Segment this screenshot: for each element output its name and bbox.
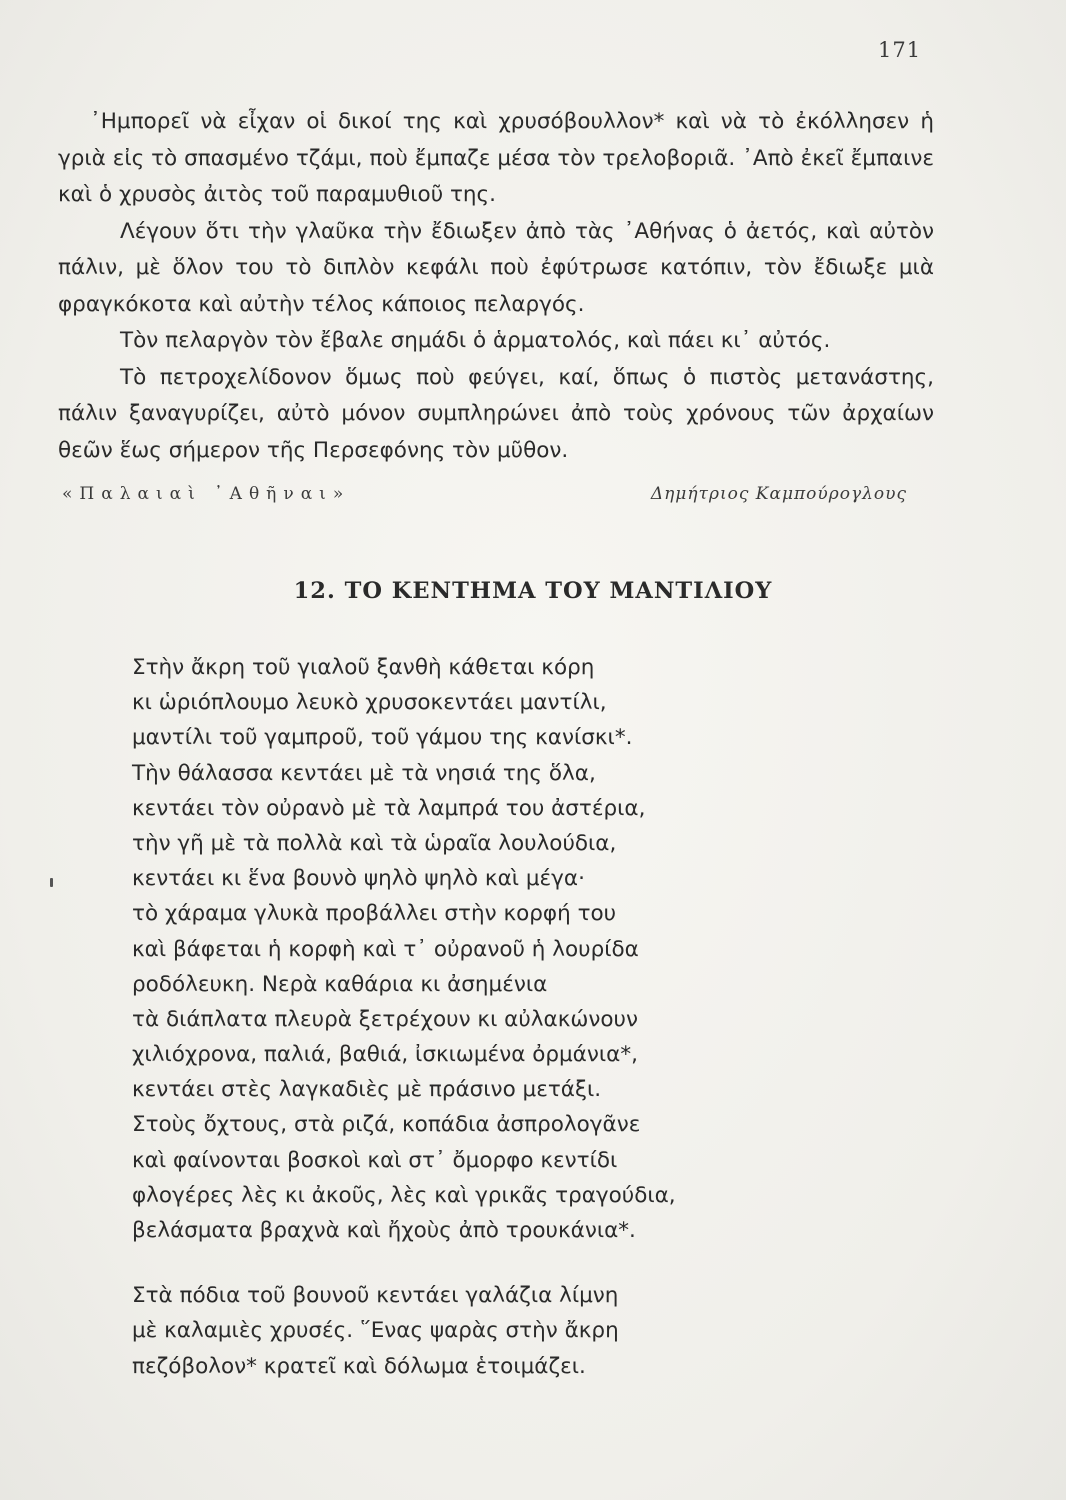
poem-line: κεντάει στὲς λαγκαδιὲς μὲ πράσινο μετάξι. — [132, 1077, 602, 1103]
poem-stanza — [132, 1278, 932, 1384]
poem-line: Στὰ πόδια τοῦ βουνοῦ κεντάει γαλάζια λίμνη — [132, 1283, 619, 1309]
poem — [132, 650, 932, 1384]
poem-line: κεντάει κι ἕνα βουνὸ ψηλὸ ψηλὸ καὶ μέγα· — [132, 866, 585, 892]
poem-line: φλογέρες λὲς κι ἀκοῦς, λὲς καὶ γρικᾶς τραγούδια, — [132, 1182, 676, 1208]
stanza-gap — [132, 1248, 932, 1278]
stray-ink-mark — [50, 878, 53, 887]
poem-line: μὲ καλαμιὲς χρυσές. ῞Ενας ψαρὰς στὴν ἄκρη — [132, 1318, 619, 1344]
chapter-title: 12. ΤΟ ΚΕΝΤΗΜΑ ΤΟΥ ΜΑΝΤΙΛΙΟΥ — [293, 578, 773, 604]
poem-line: βελάσματα βραχνὰ καὶ ἤχοὺς ἀπὸ τρουκάνια*. — [132, 1218, 636, 1243]
poem-stanza — [132, 650, 932, 1248]
poem-line: Στὴν ἄκρη τοῦ γιαλοῦ ξανθὴ κάθεται κόρη — [132, 655, 595, 680]
poem-line: τὸ χάραμα γλυκὰ προβάλλει στὴν κορφή του — [132, 901, 617, 927]
poem-line: τὰ διάπλατα πλευρὰ ξετρέχουν κι αὐλακώνουν — [132, 1006, 638, 1032]
poem-line: καὶ φαίνονται βοσκοὶ καὶ στ᾿ ὄμορφο κεντίδι — [132, 1147, 618, 1173]
poem-line: ροδόλευκη. Νερὰ καθάρια κι ἀσημένια — [132, 971, 548, 997]
poem-line: τὴν γῆ μὲ τὰ πολλὰ καὶ τὰ ὡραῖα λουλούδια, — [132, 830, 617, 856]
poem-line: κι ὡριόπλουμο λευκὸ χρυσοκεντάει μαντίλι, — [132, 690, 607, 716]
poem-line: κεντάει τὸν οὐρανὸ μὲ τὰ λαμπρά του ἀστέρια, — [132, 795, 646, 821]
prose-paragraph: Τὸν πελαργὸν τὸν ἔβαλε σημάδι ὁ ἁρματολός, καὶ πάει κι᾿ αὐτός. — [120, 328, 831, 353]
poem-line: χιλιόχρονα, παλιά, βαθιά, ἰσκιωμένα ὀρμάνια*, — [132, 1042, 638, 1068]
attribution-source: «Παλαιαὶ ᾿Αθῆναι» — [62, 484, 351, 504]
page-number: 171 — [878, 38, 922, 62]
prose-section — [58, 104, 934, 469]
prose-paragraph: ᾿Ημπορεῖ νὰ εἶχαν οἱ δικοί της καὶ χρυσόβουλλον* καὶ νὰ τὸ ἐκόλλησεν ἡ γριὰ εἰς τὸ σπασμένο τζάμι, ποὺ ἔμπαζε μέσα τὸν τρελοβοριᾶ. ᾿Απὸ ἐκεῖ ἔμπαινε καὶ ὁ χρυσὸς ἀιτὸς τοῦ παραμυθιοῦ της. — [58, 109, 934, 207]
prose-paragraph: Λέγουν ὅτι τὴν γλαῦκα τὴν ἔδιωξεν ἀπὸ τὰς ᾿Αθήνας ὁ ἀετός, καὶ αὐτὸν πάλιν, μὲ ὅλον του τὸ διπλὸν κεφάλι ποὺ ἐφύτρωσε κατόπιν, τὸν ἔδιωξε μιὰ φραγκόκοτα καὶ αὐτὴν τέλος κάποιος πελαργός. — [58, 218, 934, 317]
attribution — [62, 484, 907, 504]
poem-line: μαντίλι τοῦ γαμπροῦ, τοῦ γάμου της κανίσκι*. — [132, 725, 633, 751]
poem-line: πεζόβολον* κρατεῖ καὶ δόλωμα ἑτοιμάζει. — [132, 1353, 586, 1379]
poem-line: Τὴν θάλασσα κεντάει μὲ τὰ νησιά της ὅλα, — [132, 760, 596, 786]
prose-paragraph: Τὸ πετροχελίδονον ὅμως ποὺ φεύγει, καί, ὅπως ὁ πιστὸς μετανάστης, πάλιν ξαναγυρίζει, αὐτὸ μόνον συμπληρώνει ἀπὸ τοὺς χρόνους τῶν ἀρχαίων θεῶν ἕως σήμερον τῆς Περσεφόνης τὸν μῦθον. — [58, 364, 934, 463]
poem-line: Στοὺς ὄχτους, στὰ ριζά, κοπάδια ἀσπρολογᾶνε — [132, 1112, 641, 1138]
attribution-author: Δημήτριος Καμπούρογλους — [650, 484, 907, 504]
poem-line: καὶ βάφεται ἡ κορφὴ καὶ τ᾿ οὐρανοῦ ἡ λουρίδα — [132, 936, 639, 962]
